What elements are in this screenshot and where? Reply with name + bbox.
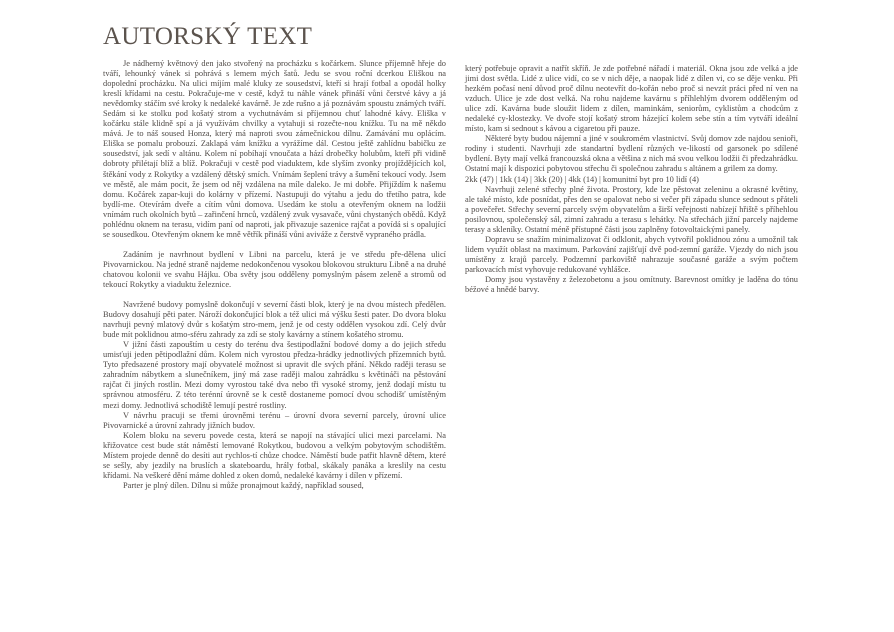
page-title: AUTORSKÝ TEXT (103, 23, 313, 50)
paragraph-materials: Domy jsou vystavěny z železobetonu a jsou omítnuty. Barevnost omítky je laděna do tónu béžové a hnědé barvy. (465, 274, 798, 295)
paragraph-housing-types: Některé byty budou nájemní a jiné v soukromém vlastnictví. Svůj domov zde najdou senioři, rodiny i studenti. Navrhuji zde standartní bydlení různých ve-likostí od garsonek po sdílené bydlení. Byty mají velká francouzská okna a většina z nich má svou velkou lodžii či předzahrádku. Ostatní mají k dispozici pobytovou střechu či společnou zahradu s altánem a grilem za domy. (465, 134, 798, 174)
paragraph-terrain-levels: V návrhu pracuji se třemi úrovněmi terénu – úrovní dvora severní parcely, úrovní ulice Pivovarnické a úrovní zahrady jižních budov. (103, 410, 446, 430)
paragraph-green-roofs: Navrhuji zelené střechy plné života. Prostory, kde lze pěstovat zeleninu a okrasné květiny, ale také místo, kde posnídat, přes den se opalovat nebo si večer při západu slunce sednout s přáteli a povečeřet. Střechy severní parcely svým obyvatelům a širší veřejnosti nabízejí hřiště s příhehlou posilovnou, společenský sál, zimní zahradu a terasu s lehátky. Na střechách jižní parcely najdeme terasy a skleníky. Ostatní méně přístupné části jsou zaplněny fotovoltaickými panely. (465, 184, 798, 234)
paragraph-workshops: který potřebuje opravit a natřít skříň. Je zde potřebné nářadí i materiál. Okna jsou zde velká a jde jimi dost světla. Lidé z ulice vidí, co se v nich děje, a naopak lidé z dílen vi, co se děje venku. Při hezkém počasí není důvod proč dílnu neotevřít do-kořán nebo proč si nevzít práci před ní ven na vzduch. Ulice je zde dost velká. Na rohu najdeme kavárnu s příhlehlým dvorem odděleným od ulice zdí. Kavárna bude sloužit lidem z dílen, maminkám, seniorům, cyklistům a chodcům z nedaleké cy-klostezky. Ve dvoře stojí košatý strom házející kolem sebe stín a tím vytváří ideální místo, kam si sednout s kávou a cigaretou při pauze. (465, 64, 798, 134)
paragraph-assignment: Zadáním je navrhnout bydlení v Libni na parcelu, která je ve středu pře-dělena ulicí Pivovarnickou. Na jedné straně najdeme nedokončenou vysokou blokovou strukturu Libně a na druhé chatovou kolonii ve svahu Hájku. Oba světy jsou odděleny pomyslným pásem zeleně a stromů od tekoucí Rokytky a viaduktu železnice. (103, 249, 446, 289)
paragraph-parter: Parter je plný dílen. Dílnu si může pronajmout každý, například soused, (123, 480, 364, 490)
paragraph-square: Kolem bloku na severu povede cesta, která se napojí na stávající ulici mezi parcelami. Na křižovatce cest bude stát náměstí lemované Rokytkou, budovou a velkým pobytovým schodištěm. Místem projede denně do desíti aut rychlos-tí chůze chodce. Náměstí bude patřit hlavně dětem, které se sešly, aby jezdily na bruslích a skateboardu, hrály fotbal, skákaly panáka a kreslily na cestu křídami. Na veškeré dění máme dohled z oken domů, nedaleké kavárny i dílen v přízemí. (103, 430, 446, 480)
paragraph-north-block: Navržené budovy pomyslně dokončují v severní části blok, který je na dvou místech předělen. Budovy dosahují pěti pater. Nároží dokončující blok a též ulici má výšku šesti pater. Do dvora bloku navrhuji pevný mlatový dvůr s košatým stro-mem, jenž je od cesty oddělen vysokou zdí. Celý dvůr bude mít poklidnou atmo-sféru zahrady za zdí se stoly kavárny a stínem košatého stromu. (103, 300, 446, 340)
left-text-column (103, 59, 446, 491)
right-text-column (465, 64, 798, 295)
paragraph-traffic: Dopravu se snažím minimalizovat či odklonit, abych vytvořil poklidnou zónu a umožnil tak lidem využít oblast na maximum. Parkování zajišťují dvě pod-zemní garáže. Vjezdy do nich jsou umístěny z krajů parcely. Podzemní parkoviště nahrazuje současné garáže a svým počtem parkovacích míst vyhovuje redukované vyhlášce. (465, 234, 798, 274)
paragraph-walk-story: Je nádherný květnový den jako stvořený na procházku s kočárkem. Slunce příjemně hřeje do tváří, lehounký vánek si pohrává s lemem mých šatů. Jedu se svou roční dcerkou Eliškou na dopolední procházku. Na ulici míjím malé kluky ze sousedství, kteří si hrají fotbal a opodál holky kreslí křídami na cestu. Pokračuje-me v cestě, když tu náhle vánek přináší vůni čerstvé kávy a já nevědomky stáčím své kroky k nedaleké kavárně. Je zde rušno a já poznávám spoustu známých tváří. Sedám si ke stolku pod košatý strom a vychutnávám si příjemnou chuť lahodné kávy. Eliška v kočárku stále klidně spí a já využívám chvilky a vytahuji si rozečte-nou knížku. Tu na mě někdo mává. Je to náš soused Honza, který má naproti svou zámečnickou dílnu. Zamávání mu oplácím. Eliška se pomalu probouzí. Zaklapá vám knížku a vyrážíme dál. Cestou ještě zahlídnu babičku ze sousedství, jak sedí v altánu. Kolem ní pobíhají vnoučata a hází drobečky holubům, kteří při vidině dobroty přilétají blíž a blíž. Pokračuji v cestě pod viaduktem, kde slyším zvonky projíždějících kol, štěkání vody z Rokytky a vzdálený dětský smích. Vnímám šeplení trávy a šumění tekoucí vody. Jsem ve městě, ale mám pocit, že jsem od něj vzdálena na míle daleko. Je mi dobře. Přijíždím k našemu domu. Kočárek zapar-kuji do kolárny v přízemí. Nastupuji do výtahu a jedu do třetího patra, kde bydlí-me. Otevírám dveře a cítím vůni domova. Usedám ke stolu a otevřeným oknem na lodžii vnímám ruch okolních bytů – zařinčení hrnců, vzdálený zvuk vysavače, vůni chystaných obědů. Když pohlédnu oknem na terasu, vidím paní od naproti, jak přivazuje sazenice rajčat a povídá si s opalující se sousedkou. Otevřeným oknem ke mně větřík přináší vůni aviváže z čerstvě vypraného prádla. (103, 59, 446, 239)
paragraph-south-houses: V jižní části zapouštím u cesty do terénu dva šestipodlažní bodové domy a do jejich středu umisťuji jeden pětipodlažní dům. Kolem nich vyrostou předza-hrádky jednotlivých přízemních bytů. Tyto předsazené prostory mají obyvatelé možnost si upravit dle svých přání. Někdo raději terasu se zahradním nábytkem a slunečníkem, jiný má zase raději malou zahrádku s květináči na pěstování rajčat či jiných rostlin. Mezi domy vyrostou také dva nebo tři vysoké stromy, jenž dodají místu tu správnou atmosféru. Z této terénní úrovně se k cestě dostaneme pomocí dvou schodišť umístěným mezi domy. Jednotlivá schodiště lemují pestré rostliny. (103, 340, 446, 410)
apartment-mix-line: 2kk (47) | 1kk (14) | 3kk (20) | 4kk (14) | komunitní byt pro 10 lidí (4) (465, 174, 699, 184)
